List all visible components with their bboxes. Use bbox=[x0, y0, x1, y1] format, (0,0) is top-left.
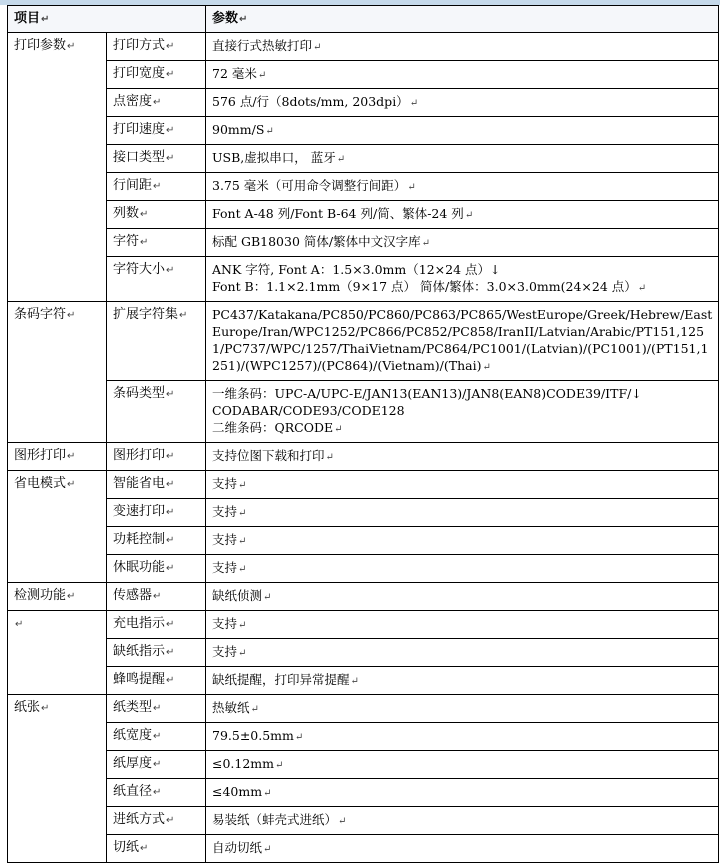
table-row bbox=[8, 527, 719, 555]
value-text: 热敏纸 bbox=[212, 700, 250, 715]
value-cell bbox=[206, 499, 719, 527]
paragraph-mark-icon: ↵ bbox=[166, 507, 175, 518]
value-cell bbox=[206, 229, 719, 257]
header-row bbox=[8, 6, 719, 33]
item-label: 字符 bbox=[113, 234, 140, 249]
paragraph-mark-icon: ↵ bbox=[166, 619, 175, 630]
value-line bbox=[212, 531, 713, 550]
value-text: ≤40mm bbox=[212, 784, 263, 799]
table-row bbox=[8, 667, 719, 695]
paragraph-mark-icon: ↵ bbox=[421, 238, 430, 249]
paragraph-mark-icon: ↵ bbox=[166, 125, 175, 136]
paragraph-mark-icon: ↵ bbox=[350, 676, 359, 687]
paragraph-mark-icon: ↵ bbox=[166, 647, 175, 658]
item-label: 纸厚度 bbox=[113, 756, 153, 771]
value-text: 二维条码：QRCODE bbox=[212, 420, 334, 435]
paragraph-mark-icon: ↵ bbox=[140, 843, 149, 854]
table-row bbox=[8, 229, 719, 257]
value-line bbox=[212, 727, 713, 746]
paragraph-mark-icon: ↵ bbox=[166, 563, 175, 574]
item-label: 打印速度 bbox=[113, 122, 166, 137]
value-line bbox=[212, 385, 713, 402]
value-cell bbox=[206, 471, 719, 499]
header-param-label: 参数 bbox=[212, 11, 239, 26]
value-line bbox=[212, 643, 713, 662]
paragraph-mark-icon: ↵ bbox=[67, 41, 76, 52]
value-line bbox=[212, 419, 713, 438]
value-cell bbox=[206, 555, 719, 583]
paragraph-mark-icon: ↵ bbox=[15, 619, 24, 630]
value-line bbox=[212, 755, 713, 774]
item-label: 行间距 bbox=[113, 178, 153, 193]
value-line bbox=[212, 811, 713, 830]
paragraph-mark-icon: ↵ bbox=[166, 41, 175, 52]
value-text: 支持 bbox=[212, 504, 238, 519]
value-cell bbox=[206, 779, 719, 807]
item-cell bbox=[107, 667, 206, 695]
table-row bbox=[8, 611, 719, 639]
value-text: 缺纸侦测 bbox=[212, 588, 263, 603]
paragraph-mark-icon: ↵ bbox=[336, 154, 346, 165]
category-cell bbox=[8, 443, 107, 471]
value-line bbox=[212, 503, 713, 522]
value-cell bbox=[206, 443, 719, 471]
value-text: 一维条码：UPC-A/UPC-E/JAN13(EAN13)/JAN8(EAN8)CODE39/ITF/↓ bbox=[212, 386, 642, 401]
table-row bbox=[8, 145, 719, 173]
item-label: 切纸 bbox=[113, 840, 140, 855]
value-text: ANK 字符, Font A：1.5×3.0mm（12×24 点）↓ bbox=[212, 262, 501, 277]
item-label: 打印宽度 bbox=[113, 66, 166, 81]
value-text: ≤0.12mm bbox=[212, 756, 275, 771]
value-cell bbox=[206, 173, 719, 201]
table-row bbox=[8, 583, 719, 611]
header-param-cell bbox=[206, 6, 719, 33]
value-text: 缺纸提醒，打印异常提醒 bbox=[212, 672, 350, 687]
item-label: 休眠功能 bbox=[113, 560, 166, 575]
item-cell bbox=[107, 555, 206, 583]
value-line bbox=[212, 447, 713, 466]
value-line bbox=[212, 121, 713, 140]
category-label: 检测功能 bbox=[14, 588, 67, 603]
value-text: 支持 bbox=[212, 616, 238, 631]
paragraph-mark-icon: ↵ bbox=[166, 451, 175, 462]
value-line bbox=[212, 306, 713, 376]
paragraph-mark-icon: ↵ bbox=[140, 209, 149, 220]
item-cell bbox=[107, 751, 206, 779]
value-cell bbox=[206, 381, 719, 443]
paragraph-mark-icon: ↵ bbox=[153, 731, 162, 742]
item-cell bbox=[107, 779, 206, 807]
value-line bbox=[212, 149, 713, 168]
value-cell bbox=[206, 639, 719, 667]
table-row bbox=[8, 89, 719, 117]
value-line bbox=[212, 261, 713, 278]
paragraph-mark-icon: ↵ bbox=[637, 283, 647, 294]
value-line bbox=[212, 699, 713, 718]
paragraph-mark-icon: ↵ bbox=[407, 182, 416, 193]
item-label: 图形打印 bbox=[113, 448, 166, 463]
paragraph-mark-icon: ↵ bbox=[263, 788, 272, 799]
value-text: Font A-48 列/Font B-64 列/简、繁体-24 列 bbox=[212, 206, 464, 221]
item-cell bbox=[107, 723, 206, 751]
item-label: 蜂鸣提醒 bbox=[113, 672, 166, 687]
item-label: 字符大小 bbox=[113, 262, 166, 277]
item-label: 点密度 bbox=[113, 94, 153, 109]
category-cell bbox=[8, 471, 107, 583]
table-row bbox=[8, 723, 719, 751]
table-row bbox=[8, 555, 719, 583]
paragraph-mark-icon: ↵ bbox=[263, 592, 272, 603]
category-label: 条码字符 bbox=[14, 307, 67, 322]
item-label: 纸宽度 bbox=[113, 728, 153, 743]
category-cell bbox=[8, 583, 107, 611]
value-text: 支持 bbox=[212, 532, 238, 547]
value-text: Font B：1.1×2.1mm（9×17 点） 简体/繁体：3.0×3.0mm(24×24 点） bbox=[212, 279, 637, 294]
table-row bbox=[8, 33, 719, 61]
value-line bbox=[212, 278, 713, 297]
table-row bbox=[8, 807, 719, 835]
table-row bbox=[8, 302, 719, 381]
paragraph-mark-icon: ↵ bbox=[153, 591, 162, 602]
value-text: 支持 bbox=[212, 560, 238, 575]
paragraph-mark-icon: ↵ bbox=[41, 703, 50, 714]
value-text: 支持位图下载和打印 bbox=[212, 448, 325, 463]
item-label: 纸类型 bbox=[113, 700, 153, 715]
paragraph-mark-icon: ↵ bbox=[67, 451, 76, 462]
value-cell bbox=[206, 807, 719, 835]
spec-table bbox=[7, 5, 719, 863]
paragraph-mark-icon: ↵ bbox=[238, 620, 247, 631]
paragraph-mark-icon: ↵ bbox=[238, 508, 247, 519]
value-text: 576 点/行（8dots/mm, 203dpi） bbox=[212, 94, 409, 109]
value-cell bbox=[206, 61, 719, 89]
item-label: 智能省电 bbox=[113, 476, 166, 491]
item-cell bbox=[107, 302, 206, 381]
paragraph-mark-icon: ↵ bbox=[153, 97, 162, 108]
table-row bbox=[8, 835, 719, 863]
paragraph-mark-icon: ↵ bbox=[166, 153, 175, 164]
category-label: 纸张 bbox=[14, 700, 41, 715]
value-line bbox=[212, 93, 713, 112]
item-cell bbox=[107, 639, 206, 667]
paragraph-mark-icon: ↵ bbox=[153, 181, 162, 192]
item-label: 列数 bbox=[113, 206, 140, 221]
value-cell bbox=[206, 201, 719, 229]
item-cell bbox=[107, 89, 206, 117]
item-cell bbox=[107, 443, 206, 471]
value-cell bbox=[206, 835, 719, 863]
item-label: 缺纸指示 bbox=[113, 644, 166, 659]
item-label: 扩展字符集 bbox=[113, 307, 179, 322]
item-cell bbox=[107, 229, 206, 257]
value-cell bbox=[206, 695, 719, 723]
item-cell bbox=[107, 257, 206, 302]
value-cell bbox=[206, 527, 719, 555]
item-label: 功耗控制 bbox=[113, 532, 166, 547]
item-label: 纸直径 bbox=[113, 784, 153, 799]
item-cell bbox=[107, 173, 206, 201]
table-row bbox=[8, 201, 719, 229]
category-cell bbox=[8, 302, 107, 443]
item-cell bbox=[107, 201, 206, 229]
paragraph-mark-icon: ↵ bbox=[313, 42, 322, 53]
spec-table-body bbox=[8, 6, 719, 863]
paragraph-mark-icon: ↵ bbox=[294, 732, 304, 743]
item-label: 接口类型 bbox=[113, 150, 166, 165]
value-text: 直接行式热敏打印 bbox=[212, 38, 313, 53]
paragraph-mark-icon: ↵ bbox=[153, 787, 162, 798]
value-line bbox=[212, 177, 713, 196]
value-cell bbox=[206, 723, 719, 751]
value-text: 易装纸（蚌壳式进纸） bbox=[212, 812, 338, 827]
value-line bbox=[212, 402, 713, 419]
value-cell bbox=[206, 302, 719, 381]
paragraph-mark-icon: ↵ bbox=[409, 98, 419, 109]
paragraph-mark-icon: ↵ bbox=[275, 760, 284, 771]
paragraph-mark-icon: ↵ bbox=[166, 69, 175, 80]
value-line bbox=[212, 671, 713, 690]
category-cell bbox=[8, 33, 107, 302]
paragraph-mark-icon: ↵ bbox=[263, 844, 272, 855]
value-text: 支持 bbox=[212, 476, 238, 491]
item-cell bbox=[107, 583, 206, 611]
value-line bbox=[212, 233, 713, 252]
value-line bbox=[212, 559, 713, 578]
category-label: 图形打印 bbox=[14, 448, 67, 463]
value-line bbox=[212, 205, 713, 224]
value-text: 支持 bbox=[212, 644, 238, 659]
value-cell bbox=[206, 145, 719, 173]
paragraph-mark-icon: ↵ bbox=[67, 310, 76, 321]
value-text: USB,虚拟串口， 蓝牙 bbox=[212, 150, 336, 165]
item-cell bbox=[107, 381, 206, 443]
item-label: 传感器 bbox=[113, 588, 153, 603]
paragraph-mark-icon: ↵ bbox=[257, 70, 267, 81]
item-cell bbox=[107, 499, 206, 527]
item-cell bbox=[107, 145, 206, 173]
item-cell bbox=[107, 33, 206, 61]
item-label: 打印方式 bbox=[113, 38, 166, 53]
paragraph-mark-icon: ↵ bbox=[166, 265, 175, 276]
table-row bbox=[8, 257, 719, 302]
paragraph-mark-icon: ↵ bbox=[153, 703, 162, 714]
value-line bbox=[212, 37, 713, 56]
value-cell bbox=[206, 117, 719, 145]
value-text: 90mm/S bbox=[212, 122, 265, 137]
item-cell bbox=[107, 471, 206, 499]
table-row bbox=[8, 443, 719, 471]
value-cell bbox=[206, 611, 719, 639]
table-row bbox=[8, 695, 719, 723]
table-row bbox=[8, 779, 719, 807]
paragraph-mark-icon: ↵ bbox=[41, 14, 50, 25]
value-line bbox=[212, 587, 713, 606]
value-text: 3.75 毫米（可用命令调整行间距） bbox=[212, 178, 407, 193]
paragraph-mark-icon: ↵ bbox=[67, 591, 76, 602]
item-label: 变速打印 bbox=[113, 504, 166, 519]
paragraph-mark-icon: ↵ bbox=[153, 759, 162, 770]
paragraph-mark-icon: ↵ bbox=[238, 480, 247, 491]
item-cell bbox=[107, 61, 206, 89]
table-row bbox=[8, 639, 719, 667]
paragraph-mark-icon: ↵ bbox=[166, 535, 175, 546]
paragraph-mark-icon: ↵ bbox=[338, 816, 347, 827]
value-line bbox=[212, 475, 713, 494]
value-line bbox=[212, 615, 713, 634]
value-cell bbox=[206, 89, 719, 117]
value-line bbox=[212, 65, 713, 84]
item-cell bbox=[107, 695, 206, 723]
paragraph-mark-icon: ↵ bbox=[166, 675, 175, 686]
paragraph-mark-icon: ↵ bbox=[140, 237, 149, 248]
header-item-label: 项目 bbox=[14, 11, 41, 26]
paragraph-mark-icon: ↵ bbox=[265, 126, 274, 137]
table-row bbox=[8, 61, 719, 89]
value-cell bbox=[206, 33, 719, 61]
item-cell bbox=[107, 807, 206, 835]
value-text: 72 毫米 bbox=[212, 66, 257, 81]
table-row bbox=[8, 173, 719, 201]
value-text: 79.5±0.5mm bbox=[212, 728, 294, 743]
value-text: 自动切纸 bbox=[212, 840, 263, 855]
value-cell bbox=[206, 583, 719, 611]
paragraph-mark-icon: ↵ bbox=[238, 536, 247, 547]
category-label: 打印参数 bbox=[14, 38, 67, 53]
value-line bbox=[212, 783, 713, 802]
table-row bbox=[8, 117, 719, 145]
paragraph-mark-icon: ↵ bbox=[464, 210, 474, 221]
paragraph-mark-icon: ↵ bbox=[67, 479, 76, 490]
item-cell bbox=[107, 611, 206, 639]
item-label: 进纸方式 bbox=[113, 812, 166, 827]
item-cell bbox=[107, 117, 206, 145]
paragraph-mark-icon: ↵ bbox=[166, 389, 175, 400]
header-item-cell bbox=[8, 6, 206, 33]
item-label: 充电指示 bbox=[113, 616, 166, 631]
value-cell bbox=[206, 751, 719, 779]
paragraph-mark-icon: ↵ bbox=[325, 452, 334, 463]
table-row bbox=[8, 751, 719, 779]
paragraph-mark-icon: ↵ bbox=[166, 479, 175, 490]
paragraph-mark-icon: ↵ bbox=[250, 704, 259, 715]
paragraph-mark-icon: ↵ bbox=[239, 14, 248, 25]
paragraph-mark-icon: ↵ bbox=[166, 815, 175, 826]
paragraph-mark-icon: ↵ bbox=[238, 648, 247, 659]
table-row bbox=[8, 381, 719, 443]
value-text: 标配 GB18030 简体/繁体中文汉字库 bbox=[212, 234, 421, 249]
item-cell bbox=[107, 835, 206, 863]
value-text: CODABAR/CODE93/CODE128 bbox=[212, 403, 405, 418]
paragraph-mark-icon: ↵ bbox=[334, 424, 343, 435]
paragraph-mark-icon: ↵ bbox=[179, 310, 188, 321]
value-text: PC437/Katakana/PC850/PC860/PC863/PC865/WestEurope/Greek/Hebrew/EastEurope/Iran/WPC1252/PC866/PC852/PC858/IranII/Latvian/Arabic/PT151,1251/PC737/WPC/1257/ThaiVietnam/PC864/PC1001/(Latvian)/(PC1001)/(PT151,1251)/(WPC1257)/(PC864)/(Vietnam)/(Thai) bbox=[212, 307, 713, 373]
value-line bbox=[212, 839, 713, 858]
category-label: 省电模式 bbox=[14, 476, 67, 491]
paragraph-mark-icon: ↵ bbox=[482, 362, 491, 373]
value-cell bbox=[206, 667, 719, 695]
item-label: 条码类型 bbox=[113, 386, 166, 401]
table-row bbox=[8, 499, 719, 527]
item-cell bbox=[107, 527, 206, 555]
paragraph-mark-icon: ↵ bbox=[238, 564, 247, 575]
category-cell bbox=[8, 695, 107, 863]
category-cell bbox=[8, 611, 107, 695]
table-row bbox=[8, 471, 719, 499]
value-cell bbox=[206, 257, 719, 302]
